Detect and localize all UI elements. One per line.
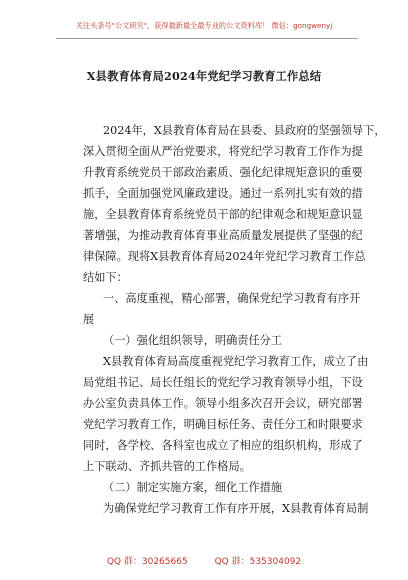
- body-line: 著增强，为推动教育体育事业高质量发展提供了坚强的纪: [83, 229, 363, 242]
- body-line: 局党组书记、局长任组长的党纪学习教育领导小组，下设: [83, 376, 363, 389]
- document-title: X县教育体育局2024年党纪学习教育工作总结: [86, 69, 322, 83]
- body-line: X县教育体育局高度重视党纪学习教育工作，成立了由: [103, 355, 369, 368]
- footer-qq-group-1: QQ 群：30265665: [106, 557, 188, 567]
- body-line: 升教育系统党员干部政治素质、强化纪律规矩意识的重要: [83, 166, 363, 179]
- subsection-heading: （二）制定实施方案，细化工作措施: [103, 481, 283, 494]
- body-line: 律保障。现将X县教育体育局2024年党纪学习教育工作总: [83, 250, 366, 263]
- body-line: 深入贯彻全面从严治党要求，将党纪学习教育工作作为提: [83, 145, 363, 158]
- body-line: 2024年，X县教育体育局在县委、县政府的坚强领导下，: [103, 124, 386, 137]
- subsection-heading: （一）强化组织领导，明确责任分工: [103, 334, 283, 347]
- body-line: 同时，各学校、各科室也成立了相应的组织机构，形成了: [83, 439, 363, 452]
- footer-contact: [0, 554, 408, 567]
- body-line: 抓手，全面加强党风廉政建设。通过一系列扎实有效的措: [83, 187, 363, 200]
- body-line: 党纪学习教育工作，明确目标任务、责任分工和时限要求: [83, 418, 363, 431]
- body-line: 为确保党纪学习教育工作有序开展，X县教育体育局制: [103, 502, 369, 515]
- footer-qq-group-2: QQ 群：535304092: [214, 557, 302, 567]
- section-heading: 一、高度重视，精心部署，确保党纪学习教育有序开: [103, 292, 361, 305]
- body-line: 上下联动、齐抓共管的工作格局。: [83, 460, 251, 473]
- header-divider: [56, 38, 358, 39]
- body-line: 办公室负责具体工作。领导小组多次召开会议，研究部署: [83, 397, 363, 410]
- body-line: 结如下：: [83, 271, 128, 284]
- header-banner: 关注头条号"公文研究"，获得最新最全最专业的公文资料库！ 微信：gongwenyj: [75, 21, 333, 30]
- body-line: 施，全县教育体育系统党员干部的纪律观念和规矩意识显: [83, 208, 363, 221]
- section-heading-cont: 展: [83, 313, 95, 326]
